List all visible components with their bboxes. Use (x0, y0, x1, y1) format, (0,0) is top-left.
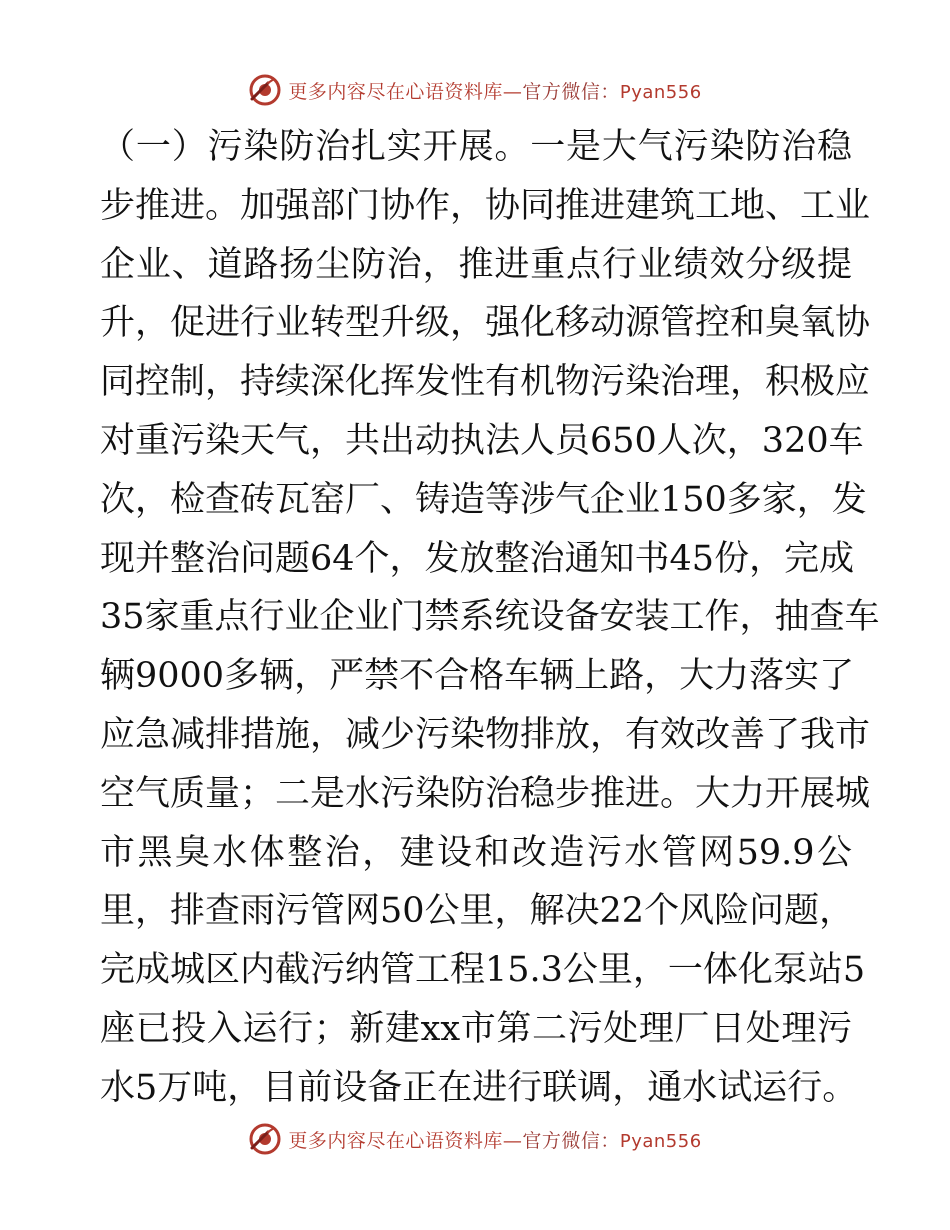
text-line: （一）污染防治扎实开展。一是大气污染防治稳 (100, 127, 852, 167)
logo-icon (248, 73, 282, 107)
text-line: 35家重点行业企业门禁系统设备安装工作，抽查车 (100, 597, 880, 638)
text-line: 座已投入运行；新建xx市第二污处理厂日处理污 (100, 1008, 852, 1049)
text-line: 次，检查砖瓦窑厂、铸造等涉气企业150多家，发 (100, 479, 867, 520)
text-line: 步推进。加强部门协作，协同推进建筑工地、工业 (100, 185, 871, 226)
banner-text: 更多内容尽在心语资料库—官方微信：Pyan556 (288, 80, 702, 103)
text-line: 里，排查雨污管网50公里，解决22个风险问题， (100, 891, 855, 932)
logo-icon (248, 1122, 282, 1156)
text-line: 同控制，持续深化挥发性有机物污染治理，积极应 (100, 362, 871, 403)
document-body (100, 118, 880, 1118)
text-line: 市黑臭水体整治，建设和改造污水管网59.9公 (100, 832, 852, 873)
text-line: 水5万吨，目前设备正在进行联调，通水试运行。 (100, 1067, 858, 1108)
text-line: 完成城区内截污纳管工程15.3公里，一体化泵站5 (100, 950, 866, 991)
text-line: 现并整治问题64个，发放整治通知书45份，完成 (100, 538, 855, 579)
text-line: 应急减排措施，减少污染物排放，有效改善了我市 (100, 714, 871, 755)
footer-watermark-banner (0, 1119, 950, 1159)
text-line: 空气质量；二是水污染防治稳步推进。大力开展城 (100, 773, 871, 814)
text-line: 企业、道路扬尘防治，推进重点行业绩效分级提 (100, 244, 852, 285)
header-watermark-banner (0, 70, 950, 110)
banner-text: 更多内容尽在心语资料库—官方微信：Pyan556 (288, 1129, 702, 1152)
text-line: 升，促进行业转型升级，强化移动源管控和臭氧协 (100, 303, 871, 344)
text-line: 辆9000多辆，严禁不合格车辆上路，大力落实了 (100, 656, 855, 697)
text-line: 对重污染天气，共出动执法人员650人次，320车 (100, 420, 864, 461)
